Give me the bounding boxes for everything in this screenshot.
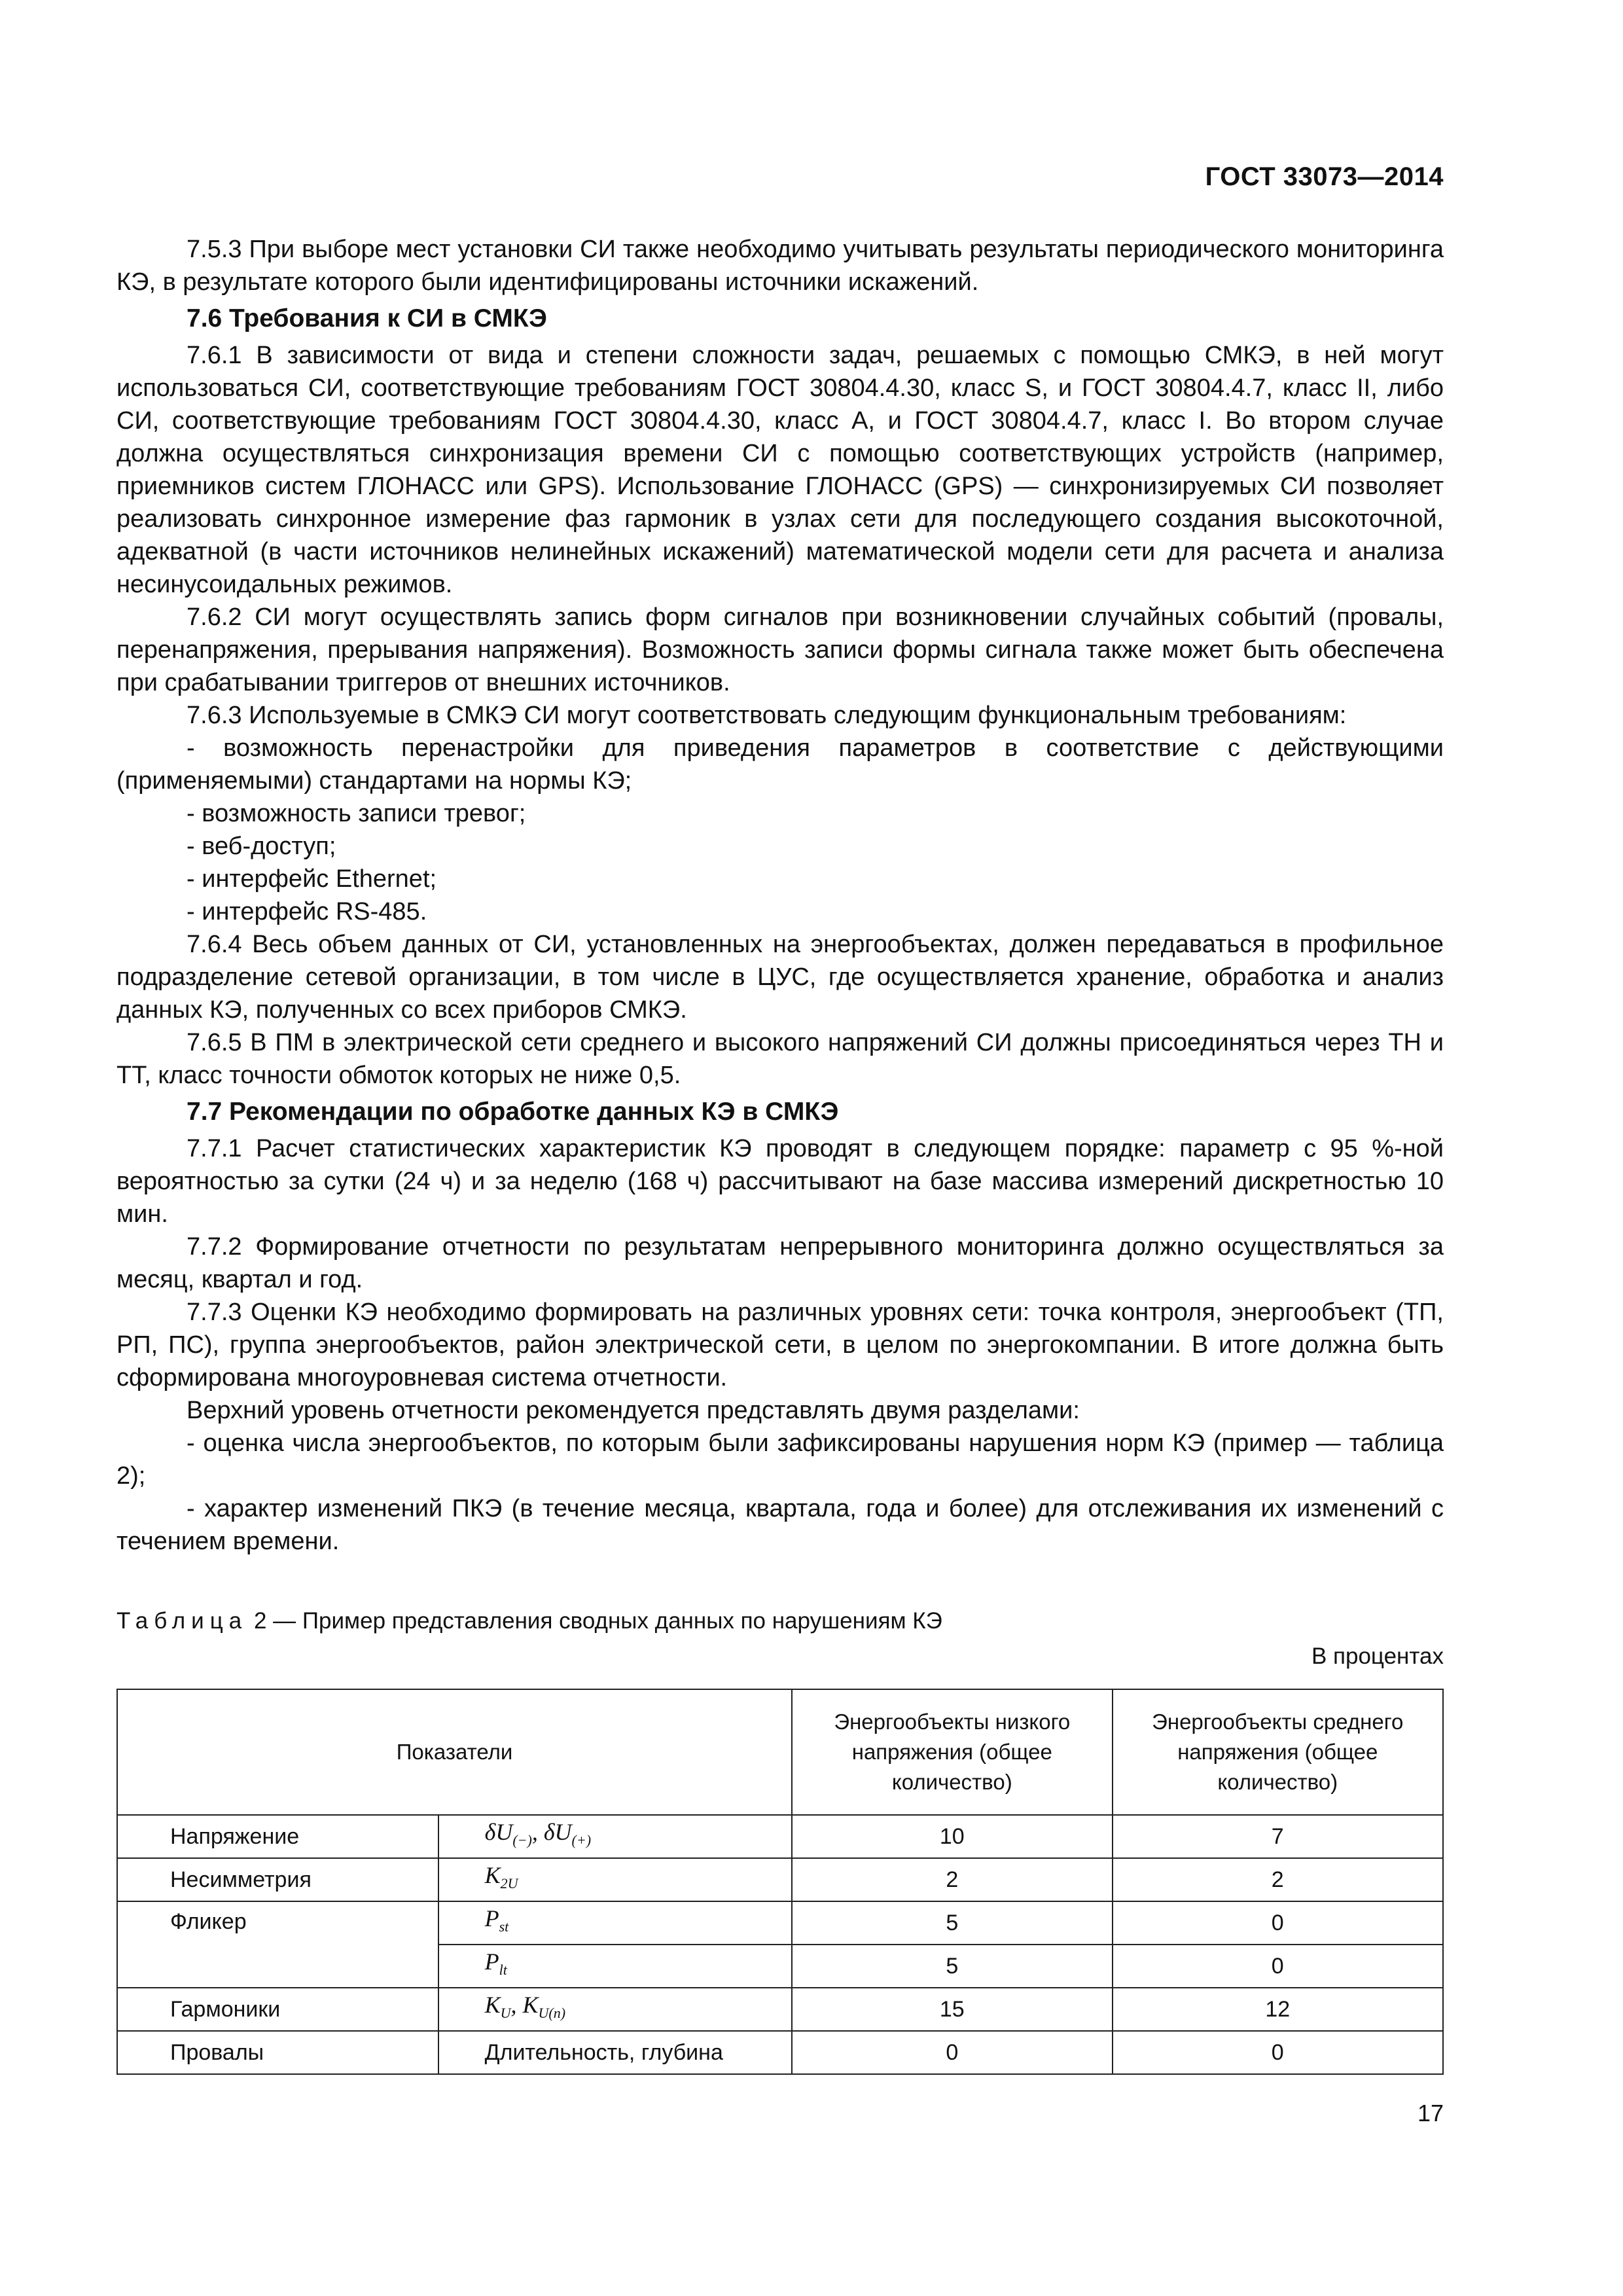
- violations-table: [116, 1689, 1444, 2075]
- paragraph-reporting: Верхний уровень отчетности рекомендуется представлять двумя разделами:: [187, 1397, 1080, 1424]
- symbol-sep: ,: [531, 1819, 544, 1846]
- symbol-main: K: [484, 1992, 501, 2018]
- value-low: 5: [792, 1901, 1112, 1945]
- table-units: В процентах: [1311, 1643, 1444, 1669]
- symbol-sub: lt: [499, 1962, 507, 1979]
- section-heading-7-6: 7.6 Требования к СИ в СМКЭ: [187, 304, 547, 332]
- value-mid: 0: [1113, 1945, 1443, 1988]
- list-item: - веб-доступ;: [187, 833, 336, 860]
- value-low: 0: [792, 2031, 1112, 2074]
- symbol-sep: ,: [510, 1992, 523, 2018]
- table-caption-label: Таблица: [116, 1608, 248, 1634]
- symbol-main: P: [484, 1948, 499, 1975]
- list-item: - характер изменений ПКЭ (в течение месяца, квартала, года и более) для отслеживания их изменений с течением времени.: [116, 1495, 1444, 1555]
- symbol-main: P: [484, 1905, 499, 1932]
- section-heading-7-7: 7.7 Рекомендации по обработке данных КЭ в СМКЭ: [187, 1098, 839, 1126]
- value-mid: 7: [1113, 1815, 1443, 1858]
- symbol-sub: 2U: [500, 1875, 518, 1892]
- page-number: 17: [1417, 2100, 1444, 2126]
- value-mid: 12: [1113, 1988, 1443, 2031]
- row-name: Провалы: [117, 2031, 438, 2074]
- value-low: 5: [792, 1945, 1112, 1988]
- value-low: 10: [792, 1815, 1112, 1858]
- header-medium-voltage: Энергообъекты среднего напряжения (общее количество): [1113, 1689, 1443, 1815]
- table-row: [117, 2031, 1443, 2074]
- symbol-main: K: [484, 1862, 501, 1889]
- list-item: - возможность перенастройки для приведения параметров в соответствие с действующими (применяемыми) стандартами на нормы КЭ;: [116, 734, 1444, 795]
- row-symbol: [438, 1901, 792, 1945]
- table-row: [117, 1815, 1443, 1858]
- symbol-main: δU: [484, 1819, 513, 1846]
- row-symbol: [438, 1858, 792, 1901]
- symbol-main: K: [522, 1992, 539, 2018]
- value-low: 15: [792, 1988, 1112, 2031]
- list-item: - интерфейс RS-485.: [187, 898, 427, 925]
- table-caption: [116, 1606, 1444, 1636]
- document-id-header: ГОСТ 33073—2014: [1205, 162, 1444, 191]
- header-low-voltage: Энергообъекты низкого напряжения (общее количество): [792, 1689, 1112, 1815]
- value-mid: 0: [1113, 2031, 1443, 2074]
- paragraph-7-6-1: 7.6.1 В зависимости от вида и степени сложности задач, решаемых с помощью СМКЭ, в ней могут использоваться СИ, соответствующие требованиям ГОСТ 30804.4.30, класс S, и ГОСТ 30804.4.7, класс II, либо СИ, соответствующие требованиям ГОСТ 30804.4.30, класс A, и ГОСТ 30804.4.7, класс I. Во втором случае должна осуществляться синхронизация времени СИ с помощью соответствующих устройств (например, приемников систем ГЛОНАСС или GPS). Использование ГЛОНАСС (GPS) — синхронизируемых СИ позволяет реализовать синхронное измерение фаз гармоник в узлах сети для последующего создания высокоточной, адекватной (в части источников нелинейных искажений) математической модели сети для расчета и анализа несинусоидальных режимов.: [116, 342, 1444, 598]
- header-indicators: Показатели: [117, 1689, 792, 1815]
- row-symbol: [438, 1988, 792, 2031]
- paragraph-7-7-1: 7.7.1 Расчет статистических характеристик КЭ проводят в следующем порядке: параметр с 95 %-ной вероятностью за сутки (24 ч) и за неделю (168 ч) рассчитывают на базе массива измерений дискретностью 10 мин.: [116, 1135, 1444, 1228]
- paragraph-7-7-2: 7.7.2 Формирование отчетности по результатам непрерывного мониторинга должно осуществляться за месяц, квартал и год.: [116, 1233, 1444, 1293]
- symbol-sub: U(n): [538, 2005, 566, 2022]
- list-item: - интерфейс Ethernet;: [187, 865, 437, 893]
- list-item: - оценка числа энергообъектов, по которым были зафиксированы нарушения норм КЭ (пример — таблица 2);: [116, 1429, 1444, 1490]
- row-name: Фликер: [117, 1901, 438, 1988]
- symbol-sub: U: [500, 2005, 511, 2022]
- paragraph-7-6-3: 7.6.3 Используемые в СМКЭ СИ могут соответствовать следующим функциональным требованиям:: [187, 702, 1347, 729]
- symbol-main: δU: [543, 1819, 572, 1846]
- row-symbol: [438, 1815, 792, 1858]
- row-name: Гармоники: [117, 1988, 438, 2031]
- table-row: [117, 1901, 1443, 1945]
- list-item: - возможность записи тревог;: [187, 800, 526, 827]
- value-mid: 0: [1113, 1901, 1443, 1945]
- paragraph-7-7-3: 7.7.3 Оценки КЭ необходимо формировать на различных уровнях сети: точка контроля, энергообъект (ТП, РП, ПС), группа энергообъектов, район электрической сети, в целом по энергокомпании. В итоге должна быть сформирована многоуровневая система отчетности.: [116, 1299, 1444, 1391]
- row-name: Напряжение: [117, 1815, 438, 1858]
- paragraph-7-6-4: 7.6.4 Весь объем данных от СИ, установленных на энергообъектах, должен передаваться в профильное подразделение сетевой организации, в том числе в ЦУС, где осуществляется хранение, обработка и анализ данных КЭ, полученных со всех приборов СМКЭ.: [116, 931, 1444, 1024]
- row-symbol: Длительность, глубина: [438, 2031, 792, 2074]
- value-low: 2: [792, 1858, 1112, 1901]
- table-header-row: [117, 1689, 1443, 1815]
- symbol-sub: (−): [512, 1832, 532, 1849]
- paragraph-7-6-5: 7.6.5 В ПМ в электрической сети среднего и высокого напряжений СИ должны присоединяться через ТН и ТТ, класс точности обмоток которых не ниже 0,5.: [116, 1029, 1444, 1089]
- value-mid: 2: [1113, 1858, 1443, 1901]
- paragraph-7-6-2: 7.6.2 СИ могут осуществлять запись форм сигналов при возникновении случайных событий (провалы, перенапряжения, прерывания напряжения). Возможность записи формы сигнала также может быть обеспечена при срабатывании триггеров от внешних источников.: [116, 603, 1444, 696]
- row-name: Несимметрия: [117, 1858, 438, 1901]
- symbol-sub: (+): [571, 1832, 592, 1849]
- document-body: [116, 233, 1444, 1558]
- paragraph-7-5-3: 7.5.3 При выборе мест установки СИ также необходимо учитывать результаты периодического мониторинга КЭ, в результате которого были идентифицированы источники искажений.: [116, 236, 1444, 296]
- table-caption-text: 2 — Пример представления сводных данных по нарушениям КЭ: [247, 1608, 942, 1634]
- table-row: [117, 1858, 1443, 1901]
- row-symbol: [438, 1945, 792, 1988]
- table-row: [117, 1988, 1443, 2031]
- symbol-sub: st: [499, 1918, 509, 1935]
